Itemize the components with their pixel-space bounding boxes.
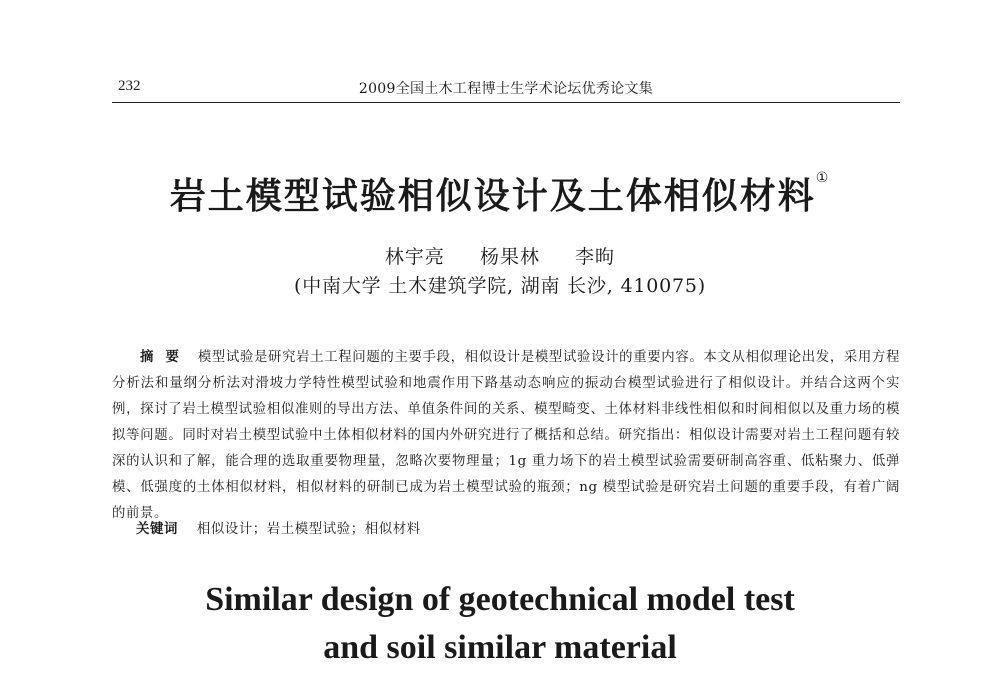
author-name: 林宇亮 (384, 246, 445, 268)
abstract-label: 摘要 (140, 349, 191, 365)
author-list (0, 242, 1000, 269)
abstract-text: 模型试验是研究岩土工程问题的主要手段，相似设计是模型试验设计的重要内容。本文从相似理论出发，采用方程分析法和量纲分析法对滑坡力学特性模型试验和地震作用下路基动态响应的振动台模型试验进行了相似设计。并结合这两个实例，探讨了岩土模型试验相似准则的导出方法、单值条件间的关系、模型畸变、土体材料非线性相似和时间相似以及重力场的模拟等问题。同时对岩土模型试验中土体相似材料的国内外研究进行了概括和总结。研究指出：相似设计需要对岩土工程问题有较深的认识和了解，能合理的选取重要物理量，忽略次要物理量；1g 重力场下的岩土模型试验需要研制高容重、低粘聚力、低弹模、低强度的土体相似材料，相似材料的研制已成为岩土模型试验的瓶颈；ng 模型试验是研究岩土问题的重要手段，有着广阔的前景。 (112, 350, 901, 521)
author-name: 李昫 (575, 246, 616, 268)
author-name: 杨果林 (479, 246, 540, 268)
keywords (136, 518, 896, 537)
paper-title-english (0, 576, 1000, 672)
keywords-text: 相似设计；岩土模型试验；相似材料 (196, 522, 421, 537)
title-en-line-2: and soil similar material (323, 629, 677, 666)
header-rule (112, 102, 900, 103)
abstract (112, 344, 900, 527)
title-footnote-mark: ① (815, 170, 831, 186)
title-en-line-1: Similar design of geotechnical model test (205, 581, 795, 618)
title-text: 岩土模型试验相似设计及土体相似材料 (169, 176, 816, 217)
affiliation: (中南大学 土木建筑学院, 湖南 长沙, 410075) (294, 275, 706, 297)
journal-title: 2009全国土木工程博士生学术论坛优秀论文集 (358, 81, 654, 97)
paper-title-chinese (0, 168, 1000, 219)
page-number: 232 (118, 78, 141, 94)
running-header (112, 78, 900, 100)
keywords-label: 关键词 (136, 521, 178, 537)
